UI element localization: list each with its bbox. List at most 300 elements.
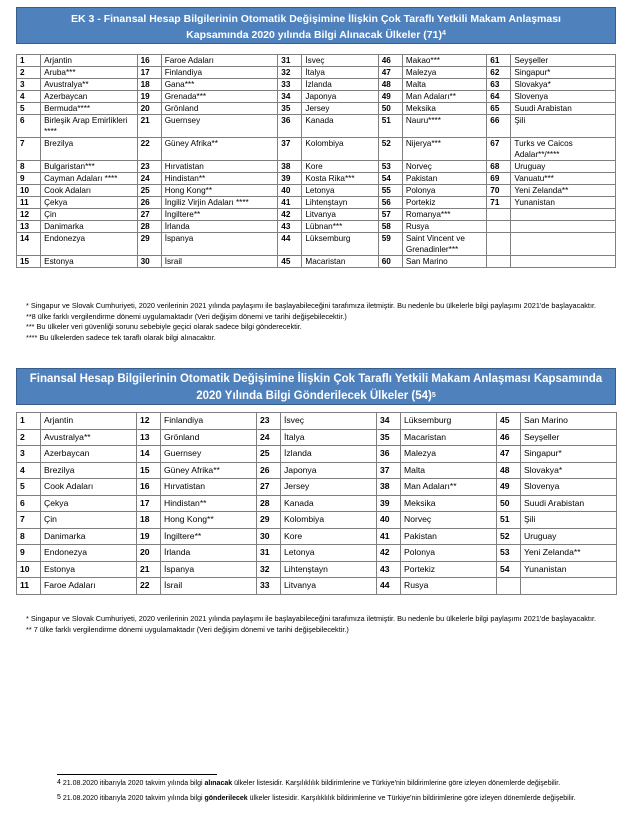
row-number: 35 bbox=[377, 429, 401, 446]
country-name: Grenada*** bbox=[161, 91, 278, 103]
row-number: 54 bbox=[378, 173, 402, 185]
row-number: 4 bbox=[17, 91, 41, 103]
country-name: İrlanda bbox=[161, 221, 278, 233]
section1-title-line2: Kapsamında 2020 yılında Bilgi Alınacak Ülkeler (71) bbox=[186, 29, 442, 41]
country-name: Malezya bbox=[401, 446, 497, 463]
row-number: 4 bbox=[17, 462, 41, 479]
country-name: Singapur* bbox=[521, 446, 617, 463]
country-name bbox=[521, 578, 617, 595]
country-name: Norveç bbox=[401, 512, 497, 529]
footnote-text: **8 ülke farklı vergilendirme dönemi uygulamaktadır (Veri değişim dönemi ve tarihi değişebilecektir.) bbox=[26, 311, 347, 321]
country-name: Polonya bbox=[402, 185, 486, 197]
row-number: 3 bbox=[17, 79, 41, 91]
row-number bbox=[487, 233, 511, 256]
country-name: Makao*** bbox=[402, 55, 486, 67]
row-number: 29 bbox=[137, 233, 161, 256]
row-number: 17 bbox=[137, 67, 161, 79]
row-number: 25 bbox=[257, 446, 281, 463]
country-name: Lüksemburg bbox=[401, 413, 497, 430]
country-name: İtalya bbox=[302, 67, 378, 79]
country-name: Finlandiya bbox=[161, 413, 257, 430]
country-name: Yeni Zelanda** bbox=[521, 545, 617, 562]
row-number: 61 bbox=[487, 55, 511, 67]
row-number: 11 bbox=[17, 578, 41, 595]
table-row bbox=[17, 578, 617, 595]
country-name: Slovenya bbox=[511, 91, 616, 103]
country-name: İsveç bbox=[281, 413, 377, 430]
row-number: 30 bbox=[137, 256, 161, 268]
country-name: Hong Kong** bbox=[161, 512, 257, 529]
country-name: Vanuatu*** bbox=[511, 173, 616, 185]
row-number: 15 bbox=[137, 462, 161, 479]
section2-footnotes bbox=[26, 614, 606, 635]
row-number: 26 bbox=[137, 197, 161, 209]
country-name: Güney Afrika** bbox=[161, 138, 278, 161]
country-name: Birleşik Arap Emirlikleri **** bbox=[41, 115, 137, 138]
table-row bbox=[17, 429, 617, 446]
country-name: Lihtenştayn bbox=[281, 561, 377, 578]
country-name: Seyşeller bbox=[521, 429, 617, 446]
row-number: 34 bbox=[377, 413, 401, 430]
row-number: 70 bbox=[487, 185, 511, 197]
table-row bbox=[17, 479, 617, 496]
country-name: Malta bbox=[402, 79, 486, 91]
country-name: Lübnan*** bbox=[302, 221, 378, 233]
country-name: Slovakya* bbox=[511, 79, 616, 91]
country-name: Pakistan bbox=[402, 173, 486, 185]
send-countries-table bbox=[16, 412, 617, 595]
country-name: Macaristan bbox=[401, 429, 497, 446]
country-name: İngiliz Virjin Adaları **** bbox=[161, 197, 278, 209]
country-name: Avustralya** bbox=[41, 429, 137, 446]
country-name: Slovenya bbox=[521, 479, 617, 496]
row-number bbox=[497, 578, 521, 595]
country-name: Suudi Arabistan bbox=[521, 495, 617, 512]
footnote-text: ülkeler listesidir. Karşılıklılık bildirimlerine ve Türkiye'nin bildirimlerine göre izleyen dönemlerde değişebilir. bbox=[247, 794, 576, 802]
country-name: Arjantin bbox=[41, 55, 137, 67]
row-number: 43 bbox=[377, 561, 401, 578]
row-number: 5 bbox=[17, 103, 41, 115]
table-row bbox=[17, 446, 617, 463]
country-name bbox=[511, 221, 616, 233]
row-number: 62 bbox=[487, 67, 511, 79]
country-name: İngiltere** bbox=[161, 528, 257, 545]
row-number: 11 bbox=[17, 197, 41, 209]
row-number: 29 bbox=[257, 512, 281, 529]
country-name: Yunanistan bbox=[521, 561, 617, 578]
section1-title-line1: EK 3 - Finansal Hesap Bilgilerinin Otomatik Değişimine İlişkin Çok Taraflı Yetkili Makam Anlaşması bbox=[71, 13, 561, 25]
country-name bbox=[511, 209, 616, 221]
country-name: Norveç bbox=[402, 161, 486, 173]
country-name: Danimarka bbox=[41, 528, 137, 545]
footnote-text: * Singapur ve Slovak Cumhuriyeti, 2020 verilerinin 2021 yılında paylaşımı ile başlayabileceğini tarafımıza iletmiştir. Bu nedenle bu ülkelerle bilgi paylaşımı 2021'de başlayacaktır. bbox=[26, 614, 597, 623]
table-row bbox=[17, 221, 616, 233]
row-number: 49 bbox=[378, 91, 402, 103]
row-number: 6 bbox=[17, 115, 41, 138]
row-number: 50 bbox=[497, 495, 521, 512]
row-number: 19 bbox=[137, 91, 161, 103]
country-name: Kolombiya bbox=[281, 512, 377, 529]
row-number: 16 bbox=[137, 479, 161, 496]
country-name: Litvanya bbox=[281, 578, 377, 595]
country-name: Cook Adaları bbox=[41, 479, 137, 496]
country-name: Çin bbox=[41, 209, 137, 221]
row-number bbox=[487, 209, 511, 221]
country-name: Suudi Arabistan bbox=[511, 103, 616, 115]
row-number: 31 bbox=[278, 55, 302, 67]
row-number: 40 bbox=[377, 512, 401, 529]
row-number: 50 bbox=[378, 103, 402, 115]
table-row bbox=[17, 67, 616, 79]
country-name: Guernsey bbox=[161, 115, 278, 138]
country-name: Şili bbox=[511, 115, 616, 138]
country-name: Hindistan** bbox=[161, 495, 257, 512]
row-number: 63 bbox=[487, 79, 511, 91]
row-number: 44 bbox=[278, 233, 302, 256]
country-name: Danimarka bbox=[41, 221, 137, 233]
footnote-text: ** 7 ülke farklı vergilendirme dönemi uygulamaktadır (Veri değişim dönemi ve tarihi değişebilecektir.) bbox=[26, 624, 349, 634]
row-number bbox=[487, 256, 511, 268]
country-name: Hırvatistan bbox=[161, 479, 257, 496]
row-number: 24 bbox=[137, 173, 161, 185]
country-name: Finlandiya bbox=[161, 67, 278, 79]
row-number: 52 bbox=[497, 528, 521, 545]
row-number: 19 bbox=[137, 528, 161, 545]
country-name: Saint Vincent ve Grenadinler*** bbox=[402, 233, 486, 256]
row-number: 56 bbox=[378, 197, 402, 209]
footnote-text: *** Bu ülkeler veri güvenliği sorunu sebebiyle geçici olarak sadece bilgi gönderecektir. bbox=[26, 322, 302, 331]
table-row bbox=[17, 209, 616, 221]
table-row bbox=[17, 161, 616, 173]
country-name: Cayman Adaları **** bbox=[41, 173, 137, 185]
country-name: Uruguay bbox=[521, 528, 617, 545]
row-number: 20 bbox=[137, 103, 161, 115]
row-number: 57 bbox=[378, 209, 402, 221]
country-name: Brezilya bbox=[41, 138, 137, 161]
row-number: 9 bbox=[17, 173, 41, 185]
row-number: 13 bbox=[17, 221, 41, 233]
country-name: Kore bbox=[281, 528, 377, 545]
country-name: Seyşeller bbox=[511, 55, 616, 67]
row-number: 53 bbox=[378, 161, 402, 173]
row-number: 14 bbox=[137, 446, 161, 463]
country-name: İngiltere** bbox=[161, 209, 278, 221]
row-number: 22 bbox=[137, 578, 161, 595]
table-row bbox=[17, 233, 616, 256]
row-number: 26 bbox=[257, 462, 281, 479]
row-number: 15 bbox=[17, 256, 41, 268]
row-number: 27 bbox=[137, 209, 161, 221]
row-number: 47 bbox=[497, 446, 521, 463]
section2-title bbox=[16, 368, 616, 405]
country-name: Faroe Adaları bbox=[41, 578, 137, 595]
row-number: 38 bbox=[377, 479, 401, 496]
table-row bbox=[17, 413, 617, 430]
table-row bbox=[17, 197, 616, 209]
row-number: 33 bbox=[278, 79, 302, 91]
country-name: İzlanda bbox=[281, 446, 377, 463]
row-number: 42 bbox=[278, 209, 302, 221]
country-name: Guernsey bbox=[161, 446, 257, 463]
table-row bbox=[17, 462, 617, 479]
table-row bbox=[17, 173, 616, 185]
row-number: 47 bbox=[378, 67, 402, 79]
country-name: Portekiz bbox=[401, 561, 497, 578]
country-name: Singapur* bbox=[511, 67, 616, 79]
footnote-number: 4 bbox=[57, 779, 61, 786]
row-number: 33 bbox=[257, 578, 281, 595]
row-number bbox=[487, 221, 511, 233]
table-row bbox=[17, 115, 616, 138]
row-number: 60 bbox=[378, 256, 402, 268]
row-number: 5 bbox=[17, 479, 41, 496]
row-number: 35 bbox=[278, 103, 302, 115]
country-name: Faroe Adaları bbox=[161, 55, 278, 67]
row-number: 21 bbox=[137, 115, 161, 138]
row-number: 13 bbox=[137, 429, 161, 446]
footnote-ref-4: 4 bbox=[441, 30, 446, 37]
country-name: Azerbaycan bbox=[41, 91, 137, 103]
country-name: İsrail bbox=[161, 578, 257, 595]
country-name: Hırvatistan bbox=[161, 161, 278, 173]
country-name: Estonya bbox=[41, 561, 137, 578]
row-number: 65 bbox=[487, 103, 511, 115]
country-name: Azerbaycan bbox=[41, 446, 137, 463]
country-name: Polonya bbox=[401, 545, 497, 562]
row-number: 53 bbox=[497, 545, 521, 562]
country-name: Japonya bbox=[281, 462, 377, 479]
row-number: 46 bbox=[378, 55, 402, 67]
country-name: Grönland bbox=[161, 103, 278, 115]
country-name: İsrail bbox=[161, 256, 278, 268]
row-number: 64 bbox=[487, 91, 511, 103]
country-name bbox=[511, 256, 616, 268]
row-number: 24 bbox=[257, 429, 281, 446]
country-name: Pakistan bbox=[401, 528, 497, 545]
row-number: 54 bbox=[497, 561, 521, 578]
country-name: Japonya bbox=[302, 91, 378, 103]
country-name: İzlanda bbox=[302, 79, 378, 91]
country-name: Meksika bbox=[402, 103, 486, 115]
row-number: 27 bbox=[257, 479, 281, 496]
country-name: Brezilya bbox=[41, 462, 137, 479]
row-number: 52 bbox=[378, 138, 402, 161]
country-name: Uruguay bbox=[511, 161, 616, 173]
row-number: 38 bbox=[278, 161, 302, 173]
receive-countries-table bbox=[16, 54, 616, 268]
country-name: Çekya bbox=[41, 495, 137, 512]
page-footnote bbox=[57, 779, 592, 790]
country-name: Rusya bbox=[401, 578, 497, 595]
country-name: Bulgaristan*** bbox=[41, 161, 137, 173]
table-row bbox=[17, 79, 616, 91]
table-row bbox=[17, 512, 617, 529]
row-number: 37 bbox=[377, 462, 401, 479]
row-number: 8 bbox=[17, 161, 41, 173]
country-name: İtalya bbox=[281, 429, 377, 446]
row-number: 39 bbox=[278, 173, 302, 185]
row-number: 31 bbox=[257, 545, 281, 562]
footnote-separator bbox=[57, 774, 217, 775]
row-number: 23 bbox=[137, 161, 161, 173]
row-number: 71 bbox=[487, 197, 511, 209]
country-name bbox=[511, 233, 616, 256]
row-number: 45 bbox=[497, 413, 521, 430]
country-name: İsveç bbox=[302, 55, 378, 67]
row-number: 28 bbox=[257, 495, 281, 512]
row-number: 20 bbox=[137, 545, 161, 562]
table-row bbox=[17, 528, 617, 545]
page-footnotes bbox=[57, 779, 592, 808]
row-number: 2 bbox=[17, 67, 41, 79]
country-name: Rusya bbox=[402, 221, 486, 233]
footnote-text: * Singapur ve Slovak Cumhuriyeti, 2020 verilerinin 2021 yılında paylaşımı ile başlayabileceğini tarafımıza iletmiştir. Bu nedenle bu ülkelerle bilgi paylaşımı 2021'de başlayacaktır. bbox=[26, 301, 597, 310]
row-number: 41 bbox=[278, 197, 302, 209]
country-name: Malezya bbox=[402, 67, 486, 79]
footnote-emphasis: gönderilecek bbox=[204, 794, 248, 802]
country-name: Jersey bbox=[302, 103, 378, 115]
row-number: 41 bbox=[377, 528, 401, 545]
country-name: Avustralya** bbox=[41, 79, 137, 91]
footnote-emphasis: alınacak bbox=[204, 780, 233, 787]
row-number: 7 bbox=[17, 138, 41, 161]
row-number: 32 bbox=[278, 67, 302, 79]
country-name: Malta bbox=[401, 462, 497, 479]
row-number: 48 bbox=[497, 462, 521, 479]
footnote-ref-5: 5 bbox=[431, 392, 436, 399]
row-number: 2 bbox=[17, 429, 41, 446]
row-number: 10 bbox=[17, 185, 41, 197]
country-name: Meksika bbox=[401, 495, 497, 512]
row-number: 12 bbox=[17, 209, 41, 221]
footnote-text: **** Bu ülkelerden sadece tek taraflı olarak bilgi alınacaktır. bbox=[26, 332, 216, 342]
row-number: 34 bbox=[278, 91, 302, 103]
footnote-text: 21.08.2020 itibarıyla 2020 takvim yılında bilgi bbox=[60, 794, 205, 802]
country-name: Bermuda**** bbox=[41, 103, 137, 115]
row-number: 51 bbox=[497, 512, 521, 529]
row-number: 6 bbox=[17, 495, 41, 512]
row-number: 66 bbox=[487, 115, 511, 138]
country-name: Nauru**** bbox=[402, 115, 486, 138]
row-number: 14 bbox=[17, 233, 41, 256]
table-row bbox=[17, 495, 617, 512]
table-row bbox=[17, 138, 616, 161]
table-row bbox=[17, 256, 616, 268]
country-name: Letonya bbox=[302, 185, 378, 197]
country-name: Endonezya bbox=[41, 233, 137, 256]
row-number: 67 bbox=[487, 138, 511, 161]
country-name: Lihtenştayn bbox=[302, 197, 378, 209]
country-name: Portekiz bbox=[402, 197, 486, 209]
row-number: 30 bbox=[257, 528, 281, 545]
country-name: San Marino bbox=[521, 413, 617, 430]
table-row bbox=[17, 103, 616, 115]
row-number: 25 bbox=[137, 185, 161, 197]
section1-title bbox=[16, 7, 616, 44]
section2-title-line1: Finansal Hesap Bilgilerinin Otomatik Değişimine İlişkin Çok Taraflı Yetkili Makam Anlaşması Kapsamında bbox=[29, 373, 603, 385]
country-name: Kanada bbox=[302, 115, 378, 138]
row-number: 16 bbox=[137, 55, 161, 67]
country-name: Endonezya bbox=[41, 545, 137, 562]
country-name: Kolombiya bbox=[302, 138, 378, 161]
row-number: 3 bbox=[17, 446, 41, 463]
row-number: 18 bbox=[137, 79, 161, 91]
country-name: Macaristan bbox=[302, 256, 378, 268]
row-number: 12 bbox=[137, 413, 161, 430]
table-row bbox=[17, 561, 617, 578]
row-number: 32 bbox=[257, 561, 281, 578]
country-name: Yunanistan bbox=[511, 197, 616, 209]
country-name: Şili bbox=[521, 512, 617, 529]
row-number: 18 bbox=[137, 512, 161, 529]
footnote-text: ülkeler listesidir. Karşılıklılık bildirimlerine ve Türkiye'nin bildirimlerine göre izleyen dönemlerde değişebilir. bbox=[232, 780, 561, 787]
row-number: 22 bbox=[137, 138, 161, 161]
country-name: Letonya bbox=[281, 545, 377, 562]
country-name: Nijerya*** bbox=[402, 138, 486, 161]
row-number: 51 bbox=[378, 115, 402, 138]
row-number: 69 bbox=[487, 173, 511, 185]
row-number: 49 bbox=[497, 479, 521, 496]
country-name: İspanya bbox=[161, 561, 257, 578]
footnote-number: 5 bbox=[57, 793, 61, 801]
page-footnote bbox=[57, 794, 592, 805]
row-number: 1 bbox=[17, 413, 41, 430]
country-name: Turks ve Caicos Adalar**/**** bbox=[511, 138, 616, 161]
row-number: 28 bbox=[137, 221, 161, 233]
row-number: 8 bbox=[17, 528, 41, 545]
table-row bbox=[17, 545, 617, 562]
row-number: 46 bbox=[497, 429, 521, 446]
country-name: Slovakya* bbox=[521, 462, 617, 479]
country-name: San Marino bbox=[402, 256, 486, 268]
row-number: 39 bbox=[377, 495, 401, 512]
row-number: 9 bbox=[17, 545, 41, 562]
country-name: Çekya bbox=[41, 197, 137, 209]
row-number: 36 bbox=[278, 115, 302, 138]
row-number: 21 bbox=[137, 561, 161, 578]
country-name: Romanya*** bbox=[402, 209, 486, 221]
section2-title-line2: 2020 Yılında Bilgi Gönderilecek Ülkeler (54) bbox=[196, 390, 432, 402]
table-row bbox=[17, 91, 616, 103]
country-name: Man Adaları** bbox=[402, 91, 486, 103]
country-name: Lüksemburg bbox=[302, 233, 378, 256]
country-name: İrlanda bbox=[161, 545, 257, 562]
row-number: 45 bbox=[278, 256, 302, 268]
table-row bbox=[17, 185, 616, 197]
country-name: Kore bbox=[302, 161, 378, 173]
country-name: Arjantin bbox=[41, 413, 137, 430]
country-name: Hong Kong** bbox=[161, 185, 278, 197]
row-number: 17 bbox=[137, 495, 161, 512]
country-name: Grönland bbox=[161, 429, 257, 446]
country-name: Yeni Zelanda** bbox=[511, 185, 616, 197]
row-number: 48 bbox=[378, 79, 402, 91]
row-number: 1 bbox=[17, 55, 41, 67]
table-row bbox=[17, 55, 616, 67]
row-number: 40 bbox=[278, 185, 302, 197]
country-name: Cook Adaları bbox=[41, 185, 137, 197]
row-number: 55 bbox=[378, 185, 402, 197]
row-number: 36 bbox=[377, 446, 401, 463]
row-number: 42 bbox=[377, 545, 401, 562]
row-number: 59 bbox=[378, 233, 402, 256]
country-name: Litvanya bbox=[302, 209, 378, 221]
row-number: 37 bbox=[278, 138, 302, 161]
country-name: İspanya bbox=[161, 233, 278, 256]
footnote-text: 21.08.2020 itibarıyla 2020 takvim yılında bilgi bbox=[60, 780, 205, 787]
country-name: Kanada bbox=[281, 495, 377, 512]
country-name: Kosta Rika*** bbox=[302, 173, 378, 185]
